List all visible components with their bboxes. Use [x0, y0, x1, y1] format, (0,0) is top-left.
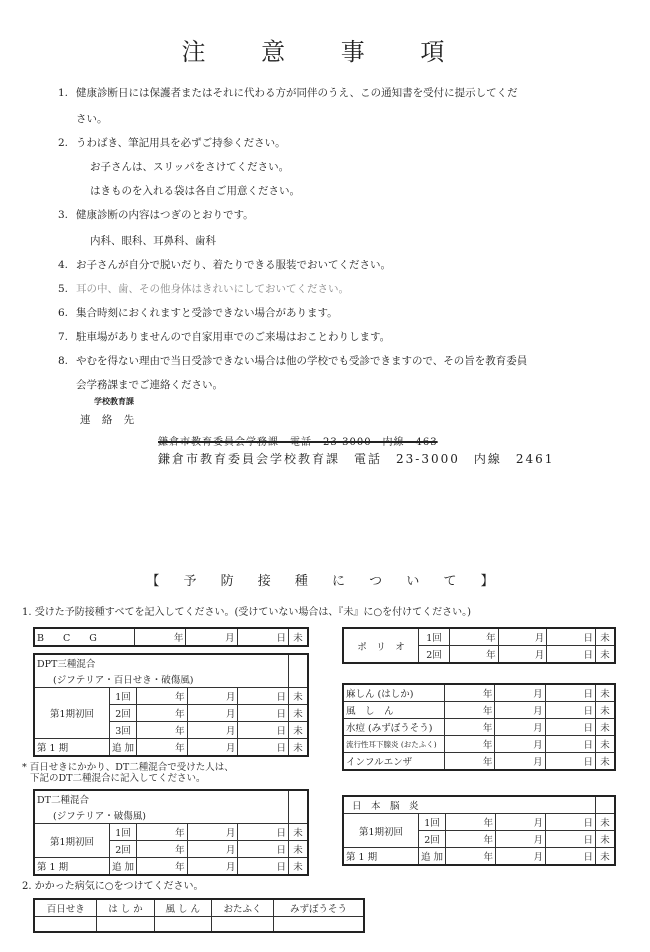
- note-number: 6.: [58, 307, 69, 319]
- illness-answer-cell[interactable]: [154, 917, 211, 933]
- illness-answer-cell[interactable]: [34, 917, 97, 933]
- disease-cell-mi: 未: [596, 753, 616, 771]
- illness-label: おたふく: [211, 899, 273, 917]
- illness-label: は し か: [97, 899, 154, 917]
- disease-cell-month: 月: [495, 719, 545, 736]
- disease-cell-day: 日: [545, 719, 595, 736]
- dt-table: DT二種混合 (ジフテリア・破傷風) 第1期初回 1回 年 月 日 未 2回 年 月 日 未 第 1 期 追 加 年 月 日 未: [33, 789, 309, 876]
- note-text: 健康診断日には保護者またはそれに代わる方が同伴のうえ、この通知書を受付に提示してくだ: [76, 87, 518, 99]
- note-text: やむを得ない理由で当日受診できない場合は他の学校でも受診できますので、その旨を教育委員: [76, 355, 528, 367]
- note-text: お子さんが自分で脱いだり、着たりできる服装でおいてください。: [76, 259, 391, 271]
- note-item: [58, 354, 527, 368]
- page-title: 注 意 事 項: [181, 38, 469, 66]
- note-continuation: はきものを入れる袋は各自ご用意ください。: [90, 185, 300, 197]
- disease-cell-year: 年: [445, 684, 495, 702]
- note-number: 7.: [58, 331, 69, 343]
- disease-cell-disease_label: 麻しん (はしか): [343, 684, 445, 702]
- note-item: [58, 136, 286, 150]
- contact-old: 鎌倉市教育委員会学務課 電話 23-3000 内線 463: [158, 437, 438, 448]
- note-item: [58, 282, 349, 296]
- note-number: 2.: [58, 137, 69, 149]
- note-item: [58, 86, 518, 100]
- disease-cell-month: 月: [495, 684, 545, 702]
- disease-cell-year: 年: [445, 719, 495, 736]
- illness-answer-cell[interactable]: [97, 917, 154, 933]
- disease-cell-mi: 未: [596, 702, 616, 719]
- q1-text: 1. 受けた予防接種すべてを記入してください。(受けていない場合は、『未』に○を付けてください。): [22, 607, 472, 618]
- disease-cell-day: 日: [545, 736, 595, 753]
- disease-cell-mi: 未: [596, 736, 616, 753]
- illness-answer-cell[interactable]: [211, 917, 273, 933]
- disease-row: [343, 702, 615, 719]
- disease-cell-disease_label: インフルエンザ: [343, 753, 445, 771]
- note-continuation: さい。: [76, 113, 108, 125]
- je-table: 日 本 脳 炎 第1期初回 1回 年 月 日 未 2回 年 月 日 未 第 1 期 追 加 年 月 日 未: [342, 795, 616, 866]
- dt-note-2: 下記のDT二種混合に記入してください。: [30, 773, 206, 784]
- polio-table: ポ リ オ 1回 年 月 日 未 2回 年 月 日 未: [342, 627, 616, 664]
- disease-cell-mi: 未: [596, 684, 616, 702]
- contact-label: 連 絡 先: [80, 414, 139, 426]
- illness-table: [33, 898, 365, 933]
- note-item: [58, 208, 254, 222]
- note-item: [58, 258, 391, 272]
- note-item: [58, 330, 390, 344]
- disease-row: [343, 736, 615, 753]
- disease-cell-year: 年: [445, 702, 495, 719]
- note-continuation: お子さんは、スリッパをさけてください。: [90, 161, 290, 173]
- disease-cell-day: 日: [545, 702, 595, 719]
- note-continuation: 会学務課までご連絡ください。: [76, 379, 223, 391]
- note-text: 集合時刻におくれますと受診できない場合があります。: [76, 307, 338, 319]
- vaccine-title: 【 予 防 接 種 に つ い て 】: [146, 574, 504, 589]
- disease-table: [342, 683, 616, 771]
- note-text: 駐車場がありませんので自家用車でのご来場はおことわりします。: [76, 331, 391, 343]
- disease-cell-month: 月: [495, 702, 545, 719]
- disease-row: [343, 684, 615, 702]
- disease-cell-month: 月: [495, 753, 545, 771]
- correction-note: 学校教育課: [94, 396, 134, 406]
- disease-cell-year: 年: [445, 736, 495, 753]
- disease-cell-day: 日: [545, 684, 595, 702]
- disease-cell-disease_label: 風 し ん: [343, 702, 445, 719]
- note-continuation: 内科、眼科、耳鼻科、歯科: [90, 235, 216, 247]
- q2-text: 2. かかった病気に○をつけてください。: [22, 881, 204, 892]
- contact-new: 鎌倉市教育委員会学校教育課 電話 23-3000 内線 2461: [158, 452, 555, 466]
- disease-cell-mi: 未: [596, 719, 616, 736]
- disease-cell-month: 月: [495, 736, 545, 753]
- dpt-table: DPT三種混合 (ジフテリア・百日せき・破傷風) 第1期初回 1回 年 月 日 未 2回 年 月 日 未 3回 年 月 日 未 第 1 期 追 加 年 月 日 未: [33, 653, 309, 757]
- bcg-table: B C G 年 月 日 未: [33, 627, 309, 647]
- disease-cell-day: 日: [545, 753, 595, 771]
- note-item: [58, 306, 338, 320]
- disease-cell-year: 年: [445, 753, 495, 771]
- disease-row: [343, 719, 615, 736]
- disease-row: [343, 753, 615, 771]
- illness-answer-cell[interactable]: [274, 917, 364, 933]
- note-number: 5.: [58, 283, 69, 295]
- dt-note-1: * 百日せきにかかり、DT二種混合で受けた人は、: [22, 762, 234, 773]
- illness-label: 百日せき: [34, 899, 97, 917]
- note-text: 健康診断の内容はつぎのとおりです。: [76, 209, 254, 221]
- note-number: 4.: [58, 259, 69, 271]
- note-text: うわばき、筆記用具を必ずご持参ください。: [76, 137, 286, 149]
- disease-cell-disease_label: 水痘 (みずぼうそう): [343, 719, 445, 736]
- illness-label: みずぼうそう: [274, 899, 364, 917]
- note-text: 耳の中、歯、その他身体はきれいにしておいてください。: [76, 283, 349, 295]
- illness-label: 風 し ん: [154, 899, 211, 917]
- note-number: 8.: [58, 355, 69, 367]
- note-number: 1.: [58, 87, 69, 99]
- disease-cell-disease_label: 流行性耳下腺炎 (おたふく): [343, 736, 445, 753]
- note-number: 3.: [58, 209, 69, 221]
